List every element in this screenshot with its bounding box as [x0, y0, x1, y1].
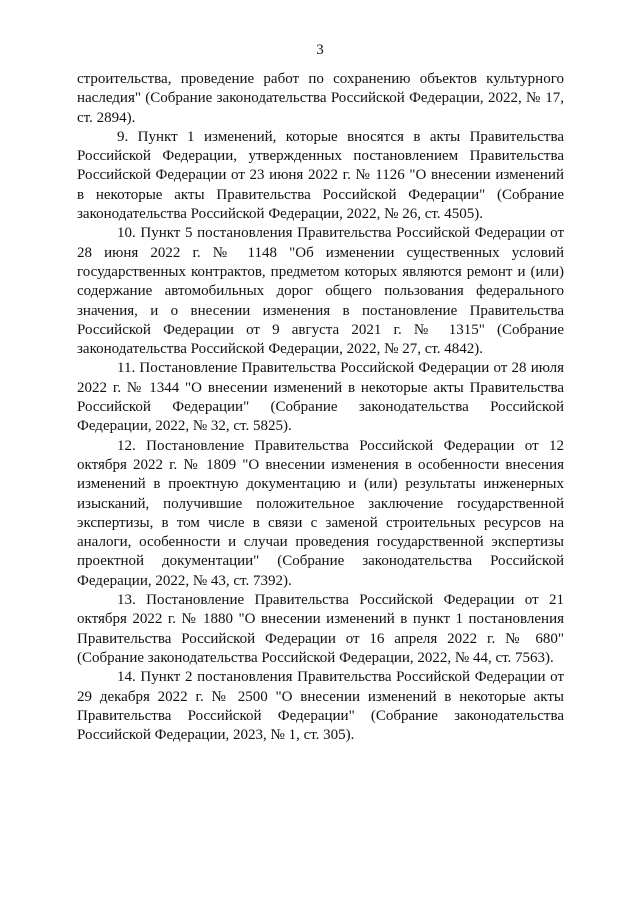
- paragraph-continuation: строительства, проведение работ по сохранению объектов культурного наследия" (Собрание законодательства Российской Федерации, 2022, № 17, ст. 2894).: [77, 71, 564, 126]
- paragraph-item-12: 12. Постановление Правительства Российской Федерации от 12 октября 2022 г. № 1809 "О внесении изменения в особенности внесения изменений в проектную документацию и (или) результаты инженерных изысканий, получившие положительное заключение государственной экспертизы, в том числе в связи с заменой строительных ресурсов на аналоги, особенности и случаи проведения государственной экспертизы проектной документации" (Собрание законодательства Российской Федерации, 2022, № 43, ст. 7392).: [77, 437, 564, 589]
- paragraph-item-11: 11. Постановление Правительства Российской Федерации от 28 июля 2022 г. № 1344 "О внесении изменений в некоторые акты Правительства Российской Федерации" (Собрание законодательства Российской Федерации, 2022, № 32, ст. 5825).: [77, 360, 564, 435]
- document-body: [77, 70, 564, 745]
- paragraph-item-13: 13. Постановление Правительства Российской Федерации от 21 октября 2022 г. № 1880 "О внесении изменений в пункт 1 постановления Правительства Российской Федерации от 16 апреля 2022 г. № 680" (Собрание законодательства Российской Федерации, 2022, № 44, ст. 7563).: [77, 592, 564, 666]
- paragraph-item-14: 14. Пункт 2 постановления Правительства Российской Федерации от 29 декабря 2022 г. № 2500 "О внесении изменений в некоторые акты Правительства Российской Федерации" (Собрание законодательства Российской Федерации, 2023, № 1, ст. 305).: [77, 669, 564, 744]
- page-number: 3: [316, 42, 324, 58]
- paragraph-item-9: 9. Пункт 1 изменений, которые вносятся в акты Правительства Российской Федерации, утвержденных постановлением Правительства Российской Федерации от 23 июня 2022 г. № 1126 "О внесении изменений в некоторые акты Правительства Российской Федерации" (Собрание законодательства Российской Федерации, 2022, № 26, ст. 4505).: [77, 128, 564, 223]
- paragraph-item-10: 10. Пункт 5 постановления Правительства Российской Федерации от 28 июня 2022 г. № 1148 "Об изменении существенных условий государственных контрактов, предметом которых являются ремонт и (или) содержание автомобильных дорог общего пользования федерального значения, и о внесении изменения в постановление Правительства Российской Федерации от 9 августа 2021 г. № 1315" (Собрание законодательства Российской Федерации, 2022, № 27, ст. 4842).: [77, 225, 564, 358]
